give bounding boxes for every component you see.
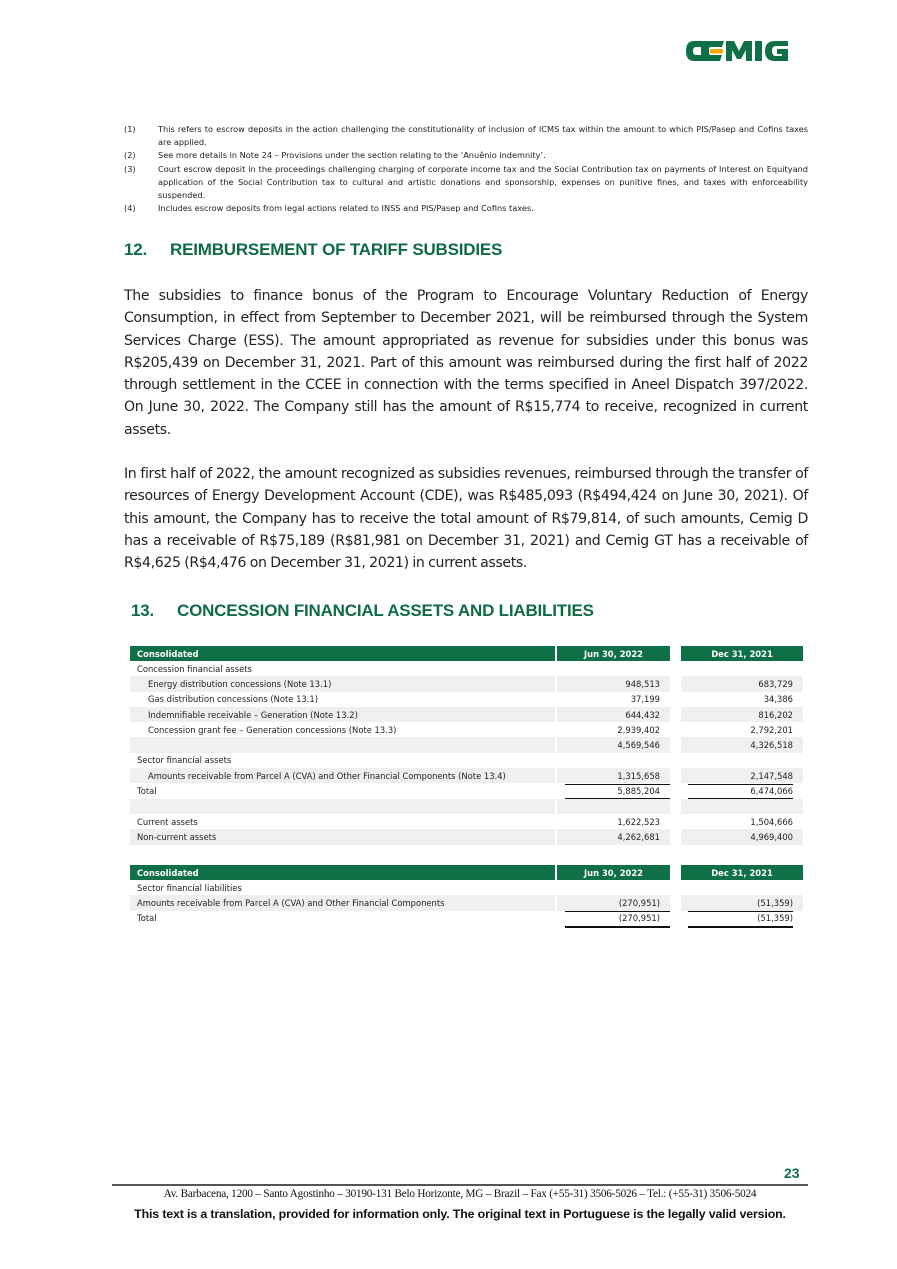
table-row (130, 753, 805, 768)
table-row-total (130, 783, 805, 798)
row-label: Sector financial assets (137, 755, 232, 766)
cell-jun: 1,622,523 (617, 816, 660, 827)
cemig-logo-icon (684, 33, 806, 69)
cell-jun: 4,569,546 (557, 737, 670, 752)
cell-jun (557, 880, 670, 895)
table-row-spacer (130, 799, 805, 814)
row-label: Concession grant fee – Generation concessions (Note 13.3) (148, 724, 397, 735)
cell-dec: 4,969,400 (681, 829, 803, 844)
row-label: Total (137, 913, 157, 924)
table-row (130, 661, 805, 676)
table-row (130, 880, 805, 895)
row-label: Gas distribution concessions (Note 13.1) (148, 694, 319, 705)
section-13-heading (131, 601, 594, 621)
total-double-rule (565, 926, 670, 928)
footnote-number: (4) (124, 203, 136, 214)
row-label: Amounts receivable from Parcel A (CVA) and Other Financial Components (130, 895, 555, 910)
column-header-dec-2021: Dec 31, 2021 (681, 865, 803, 880)
table-row (130, 676, 805, 691)
cell-jun (557, 799, 670, 814)
row-label: Non-current assets (130, 829, 555, 844)
cell-dec (681, 661, 803, 676)
section-title: REIMBURSEMENT OF TARIFF SUBSIDIES (170, 240, 503, 259)
row-label: Sector financial liabilities (137, 882, 242, 893)
table-row (130, 814, 805, 829)
table-row (130, 722, 805, 737)
cell-dec (681, 799, 803, 814)
footnote-2 (124, 149, 808, 162)
cell-jun: (270,951) (557, 895, 670, 910)
concession-assets-table (130, 646, 805, 845)
row-label: Current assets (137, 816, 198, 827)
table-header-row (130, 646, 805, 661)
section-number: 13. (131, 601, 155, 620)
page-number: 23 (784, 1165, 800, 1181)
column-header-dec-2021: Dec 31, 2021 (681, 646, 803, 661)
footnote-3 (124, 163, 808, 203)
cell-dec: 2,792,201 (750, 724, 793, 735)
cell-jun: 5,885,204 (617, 786, 660, 797)
table-row-total (130, 911, 805, 926)
footnote-text: See more details in Note 24 – Provisions under the section relating to the ‘Anuênio indemnity’. (158, 150, 546, 161)
section-12-paragraph-1: The subsidies to finance bonus of the Program to Encourage Voluntary Reduction of Energy Consumption, in effect from September to December 2021, will be reimbursed through the System Services Charge (ESS). The amount appropriated as revenue for subsidies under this bonus was R$205,439 on December 31, 2021. Part of this amount was reimbursed during the first half of 2022 through settlement in the CCEE in connection with the terms specified in Aneel Dispatch 397/2022. On June 30, 2022. The Company still has the amount of R$15,774 to receive, recognized in current assets. (124, 288, 808, 438)
row-label: Total (137, 786, 157, 797)
row-label: Indemnifiable receivable – Generation (Note 13.2) (130, 707, 555, 722)
cell-dec: 683,729 (681, 676, 803, 691)
cell-dec: 2,147,548 (681, 768, 803, 783)
column-header-consolidated: Consolidated (130, 646, 555, 661)
column-header-consolidated: Consolidated (130, 865, 555, 880)
column-header-jun-2022: Jun 30, 2022 (557, 865, 670, 880)
cell-jun: 644,432 (557, 707, 670, 722)
cell-jun: (270,951) (618, 913, 660, 924)
table-row (130, 707, 805, 722)
cell-dec: 1,504,666 (750, 816, 793, 827)
cell-dec: 816,202 (681, 707, 803, 722)
table-row (130, 829, 805, 844)
row-label: Amounts receivable from Parcel A (CVA) and Other Financial Components (Note 13.4) (130, 768, 555, 783)
row-label (130, 799, 555, 814)
cell-dec: 6,474,066 (750, 786, 793, 797)
footnote-number: (2) (124, 150, 136, 161)
cell-jun (557, 753, 670, 768)
row-label (130, 737, 555, 752)
section-number: 12. (124, 240, 148, 259)
cemig-logo (684, 33, 806, 69)
cell-jun (557, 661, 670, 676)
footnote-number: (3) (124, 163, 136, 174)
footnote-4 (124, 202, 808, 215)
cell-jun: 1,315,658 (557, 768, 670, 783)
cell-jun: 4,262,681 (557, 829, 670, 844)
cell-dec (681, 880, 803, 895)
cell-dec (681, 753, 803, 768)
cell-dec: 34,386 (763, 694, 793, 705)
section-title: CONCESSION FINANCIAL ASSETS AND LIABILITIES (177, 601, 594, 620)
cell-jun: 2,939,402 (617, 724, 660, 735)
footnotes-list (124, 123, 808, 215)
cell-dec: (51,359) (681, 895, 803, 910)
column-header-jun-2022: Jun 30, 2022 (557, 646, 670, 661)
table-row (130, 692, 805, 707)
cell-jun: 37,199 (630, 694, 660, 705)
concession-liabilities-table (130, 865, 805, 926)
footer-divider (112, 1184, 808, 1186)
footnote-text: Includes escrow deposits from legal actions related to INSS and PIS/Pasep and Cofins taxes. (158, 203, 534, 214)
translation-disclaimer: This text is a translation, provided for information only. The original text in Portuguese is the legally valid version. (134, 1207, 786, 1221)
section-12-heading (124, 240, 502, 260)
footnote-1 (124, 123, 808, 149)
row-label: Concession financial assets (137, 663, 252, 674)
section-12-paragraph-2: In first half of 2022, the amount recognized as subsidies revenues, reimbursed through the transfer of resources of Energy Development Account (CDE), was R$485,093 (R$494,424 on June 30, 2021). Of this amount, the Company has to receive the total amount of R$79,814, of such amounts, Cemig D has a receivable of R$75,189 (R$81,981 on December 31, 2021) and Cemig GT has a receivable of R$4,625 (R$4,476 on December 31, 2021) in current assets. (124, 466, 808, 572)
footer-address: Av. Barbacena, 1200 – Santo Agostinho – 30190-131 Belo Horizonte, MG – Brazil – Fax (+55-31) 3506-5026 – Tel.: (+55-31) 3506-5024 (163, 1188, 757, 1200)
footnote-number: (1) (124, 124, 136, 134)
footnote-text: Court escrow deposit in the proceedings challenging charging of corporate income tax and the Social Contribution tax on payments of Interest on Equityand application of the Social Contribution tax to cultural and artistic donations and sponsorship, expenses on punitive fines, and taxes with enforceability suspended. (158, 163, 808, 201)
table-row-subtotal (130, 737, 805, 752)
table-row (130, 895, 805, 910)
cell-jun: 948,513 (557, 676, 670, 691)
cell-dec: 4,326,518 (681, 737, 803, 752)
cell-dec: (51,359) (757, 913, 793, 924)
total-double-rule (688, 926, 793, 928)
table-row (130, 768, 805, 783)
row-label: Energy distribution concessions (Note 13.1) (130, 676, 555, 691)
table-header-row (130, 865, 805, 880)
footnote-text: This refers to escrow deposits in the action challenging the constitutionality of inclusion of ICMS tax within the amount to which PIS/Pasep and Cofins taxes are applied. (158, 124, 808, 148)
